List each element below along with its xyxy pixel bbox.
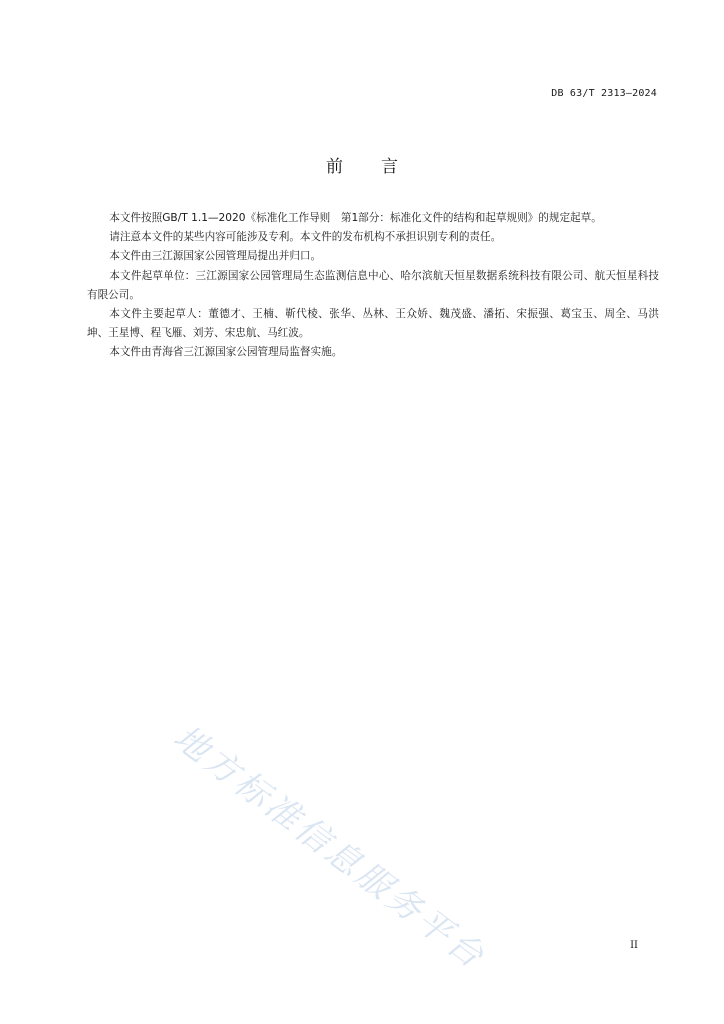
paragraph-proposer: 本文件由三江源国家公园管理局提出并归口。 (109, 250, 322, 263)
paragraph-drafting-rules: 本文件按照GB/T 1.1—2020《标准化工作导则 第1部分：标准化文件的结构和起草规则》的规定起草。 (109, 212, 602, 224)
paragraph-drafting-units: 本文件起草单位：三江源国家公园管理局生态监测信息中心、哈尔滨航天恒星数据系统科技有限公司、航天恒星科技有限公司。 (87, 269, 659, 301)
page-number: II (630, 940, 638, 951)
page-title: 前言 (326, 157, 436, 177)
paragraph-supervision: 本文件由青海省三江源国家公园管理局监督实施。 (109, 346, 343, 359)
watermark: 地方标准信息服务平台 (165, 717, 494, 978)
paragraph-drafters: 本文件主要起草人：董德才、王楠、靳代棱、张华、丛林、王众娇、魏茂盛、潘拓、宋振强、葛宝玉、周全、马洪坤、王星博、程飞雁、刘芳、宋忠航、马红波。 (87, 308, 659, 340)
foreword-body (87, 209, 659, 363)
paragraph-patent-notice: 请注意本文件的某些内容可能涉及专利。本文件的发布机构不承担识别专利的责任。 (109, 231, 502, 244)
document-code: DB 63/T 2313—2024 (551, 88, 657, 99)
